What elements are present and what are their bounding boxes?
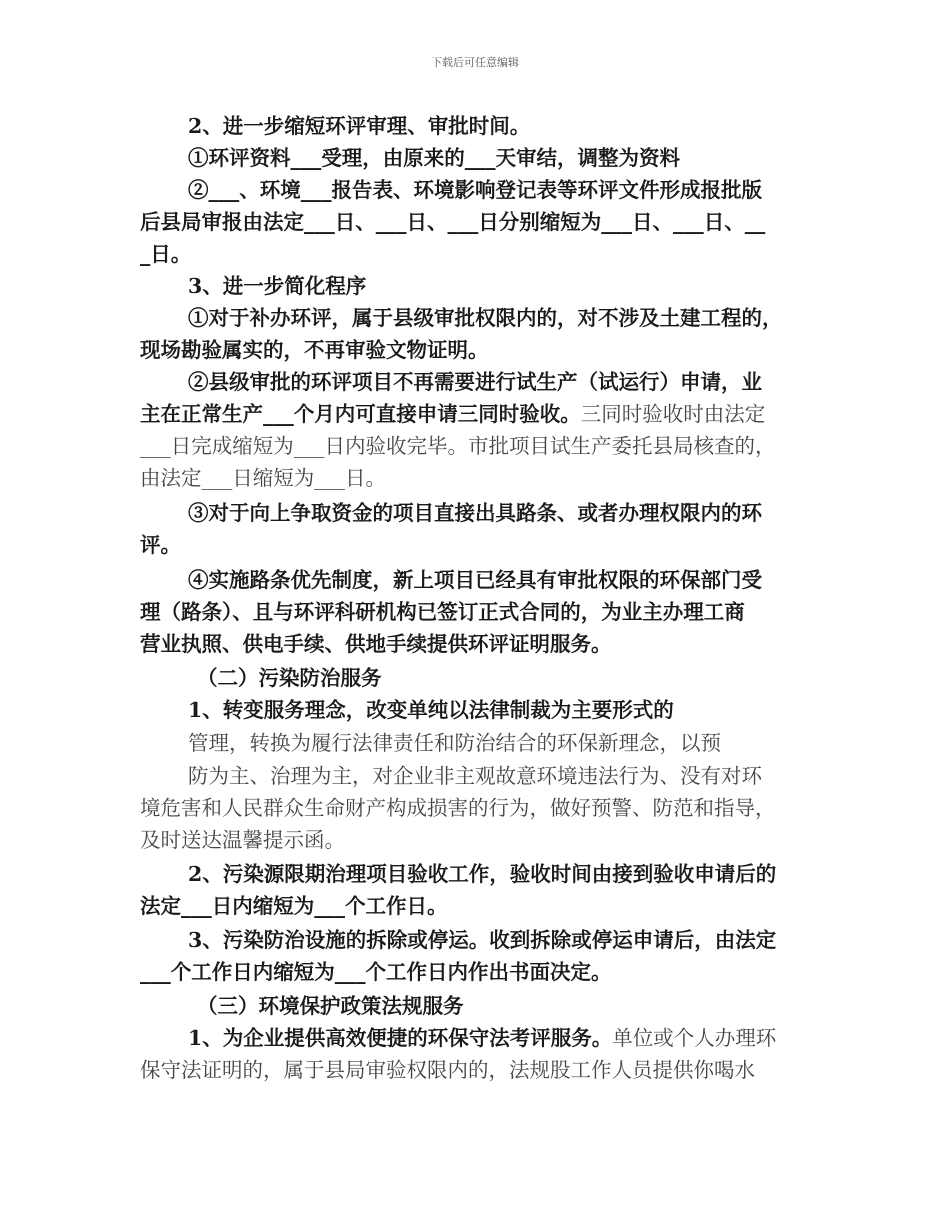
text-line: ②___、环境___报告表、环境影响登记表等环评文件形成报批版 [188,178,762,202]
text-line: ___个工作日内缩短为___个工作日内作出书面决定。 [140,960,612,984]
text-line: ___日完成缩短为___日内验收完毕。市批项目试生产委托县局核查的， [140,434,776,458]
text-line: 1、为企业提供高效便捷的环保守法考评服务。单位或个人办理环 [188,1026,777,1050]
text-line: 营业执照、供电手续、供地手续提供环评证明服务。 [140,632,612,656]
text-line: 管理，转换为履行法律责任和防治结合的环保新理念，以预 [188,731,721,755]
text-line: 1、转变服务理念，改变单纯以法律制裁为主要形式的 [188,698,674,722]
text-line: ①环评资料___受理，由原来的___天审结，调整为资料 [188,146,680,170]
text-line: 后县局审报由法定___日、___日、___日分别缩短为___日、___日、__ [140,210,766,234]
text-line: ②县级审批的环评项目不再需要进行试生产（试运行）申请，业 [188,370,762,394]
text-line: 理（路条）、且与环评科研机构已签订正式合同的，为业主办理工商 [140,600,745,624]
text-line: 法定___日内缩短为___个工作日。 [140,894,448,918]
page-header: 下载后可任意编辑 [431,56,519,69]
text-line: 由法定___日缩短为___日。 [140,466,386,490]
text-line: 及时送达温馨提示函。 [140,828,345,852]
text-line: ④实施路条优先制度，新上项目已经具有审批权限的环保部门受 [188,568,762,592]
text-line: 主在正常生产___个月内可直接申请三同时验收。三同时验收时由法定 [140,402,766,426]
section-heading: （二）污染防治服务 [197,666,382,690]
text-line: ③对于向上争取资金的项目直接出具路条、或者办理权限内的环 [188,501,762,525]
section-heading: （三）环境保护政策法规服务 [197,994,464,1018]
text-line: 3、污染防治设施的拆除或停运。收到拆除或停运申请后，由法定 [188,928,777,952]
text-line: 2、进一步缩短环评审理、审批时间。 [188,114,531,138]
text-line: 2、污染源限期治理项目验收工作，验收时间由接到验收申请后的 [188,862,777,886]
text-line: 现场勘验属实的，不再审验文物证明。 [140,338,489,362]
text-line: _日。 [140,242,192,266]
text-line: 保守法证明的，属于县局审验权限内的，法规股工作人员提供你喝水 [140,1058,755,1082]
text-line: 防为主、治理为主，对企业非主观故意环境违法行为、没有对环 [188,764,762,788]
text-line: 3、进一步简化程序 [188,274,367,298]
text-line: 境危害和人民群众生命财产构成损害的行为，做好预警、防范和指导， [140,796,776,820]
text-line: ①对于补办环评，属于县级审批权限内的，对不涉及土建工程的， [188,306,783,330]
text-line: 评。 [140,533,181,557]
